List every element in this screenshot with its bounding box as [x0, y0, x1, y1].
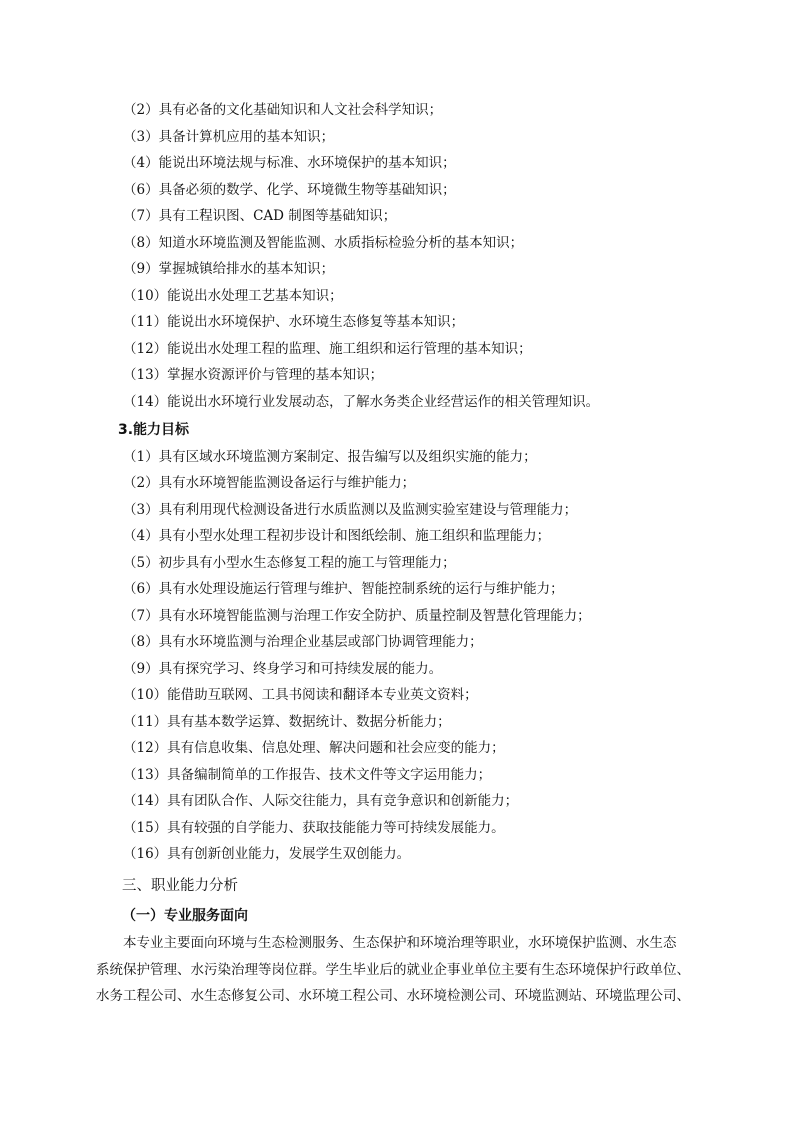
ability-item: （16）具有创新创业能力，发展学生双创能力。 — [123, 846, 411, 862]
knowledge-item: （11）能说出水环境保护、水环境生态修复等基本知识； — [123, 314, 465, 330]
ability-item: （12）具有信息收集、信息处理、解决问题和社会应变的能力； — [123, 740, 505, 756]
knowledge-item: （13）掌握水资源评价与管理的基本知识； — [123, 367, 384, 383]
ability-item: （5）初步具有小型水生态修复工程的施工与管理能力； — [123, 555, 456, 571]
ability-heading: 3.能力目标 — [118, 422, 190, 438]
knowledge-item: （10）能说出水处理工艺基本知识； — [123, 288, 343, 304]
knowledge-item: （4）能说出环境法规与标准、水环境保护的基本知识； — [123, 155, 456, 171]
ability-item: （9）具有探究学习、终身学习和可持续发展的能力。 — [123, 661, 443, 677]
ability-item: （8）具有水环境监测与治理企业基层或部门协调管理能力； — [123, 634, 483, 650]
knowledge-item: （3）具备计算机应用的基本知识； — [123, 129, 335, 145]
ability-item: （4）具有小型水处理工程初步设计和图纸绘制、施工组织和监理能力； — [123, 528, 551, 544]
knowledge-item: （12）能说出水处理工程的监理、施工组织和运行管理的基本知识； — [123, 341, 532, 357]
paragraph-line: 系统保护管理、水污染治理等岗位群。学生毕业后的就业企事业单位主要有生态环境保护行政单位、 — [96, 961, 690, 978]
ability-item: （10）能借助互联网、工具书阅读和翻译本专业英文资料； — [123, 687, 478, 703]
section-title: 三、职业能力分析 — [122, 878, 238, 894]
body-paragraph — [96, 930, 700, 1010]
ability-item: （2）具有水环境智能监测设备运行与维护能力； — [123, 475, 416, 491]
ability-item: （13）具备编制简单的工作报告、技术文件等文字运用能力； — [123, 767, 492, 783]
knowledge-item: （7）具有工程识图、CAD 制图等基础知识； — [123, 208, 397, 224]
knowledge-item: （14）能说出水环境行业发展动态，了解水务类企业经营运作的相关管理知识。 — [123, 394, 600, 410]
ability-item: （15）具有较强的自学能力、获取技能能力等可持续发展能力。 — [123, 820, 505, 836]
ability-item: （3）具有利用现代检测设备进行水质监测以及监测实验室建设与管理能力； — [123, 502, 578, 518]
ability-item: （1）具有区域水环境监测方案制定、报告编写以及组织实施的能力； — [123, 449, 537, 465]
ability-item: （11）具有基本数学运算、数据统计、数据分析能力； — [123, 714, 451, 730]
paragraph-line: 水务工程公司、水生态修复公司、水环境工程公司、水环境检测公司、环境监测站、环境监理公司、 — [96, 988, 690, 1004]
ability-item: （6）具有水处理设施运行管理与维护、智能控制系统的运行与维护能力； — [123, 581, 564, 597]
ability-item: （7）具有水环境智能监测与治理工作安全防护、质量控制及智慧化管理能力； — [123, 608, 591, 624]
knowledge-item: （8）知道水环境监测及智能监测、水质指标检验分析的基本知识； — [123, 235, 524, 251]
subsection-title: （一）专业服务面向 — [122, 908, 248, 924]
knowledge-item: （6）具备必须的数学、化学、环境微生物等基础知识； — [123, 182, 456, 198]
knowledge-item: （9）掌握城镇给排水的基本知识； — [123, 261, 335, 277]
paragraph-line: 本专业主要面向环境与生态检测服务、生态保护和环境治理等职业，水环境保护监测、水生态 — [123, 935, 677, 951]
ability-item: （14）具有团队合作、人际交往能力，具有竞争意识和创新能力； — [123, 793, 519, 809]
knowledge-item: （2）具有必备的文化基础知识和人文社会科学知识； — [123, 102, 443, 118]
